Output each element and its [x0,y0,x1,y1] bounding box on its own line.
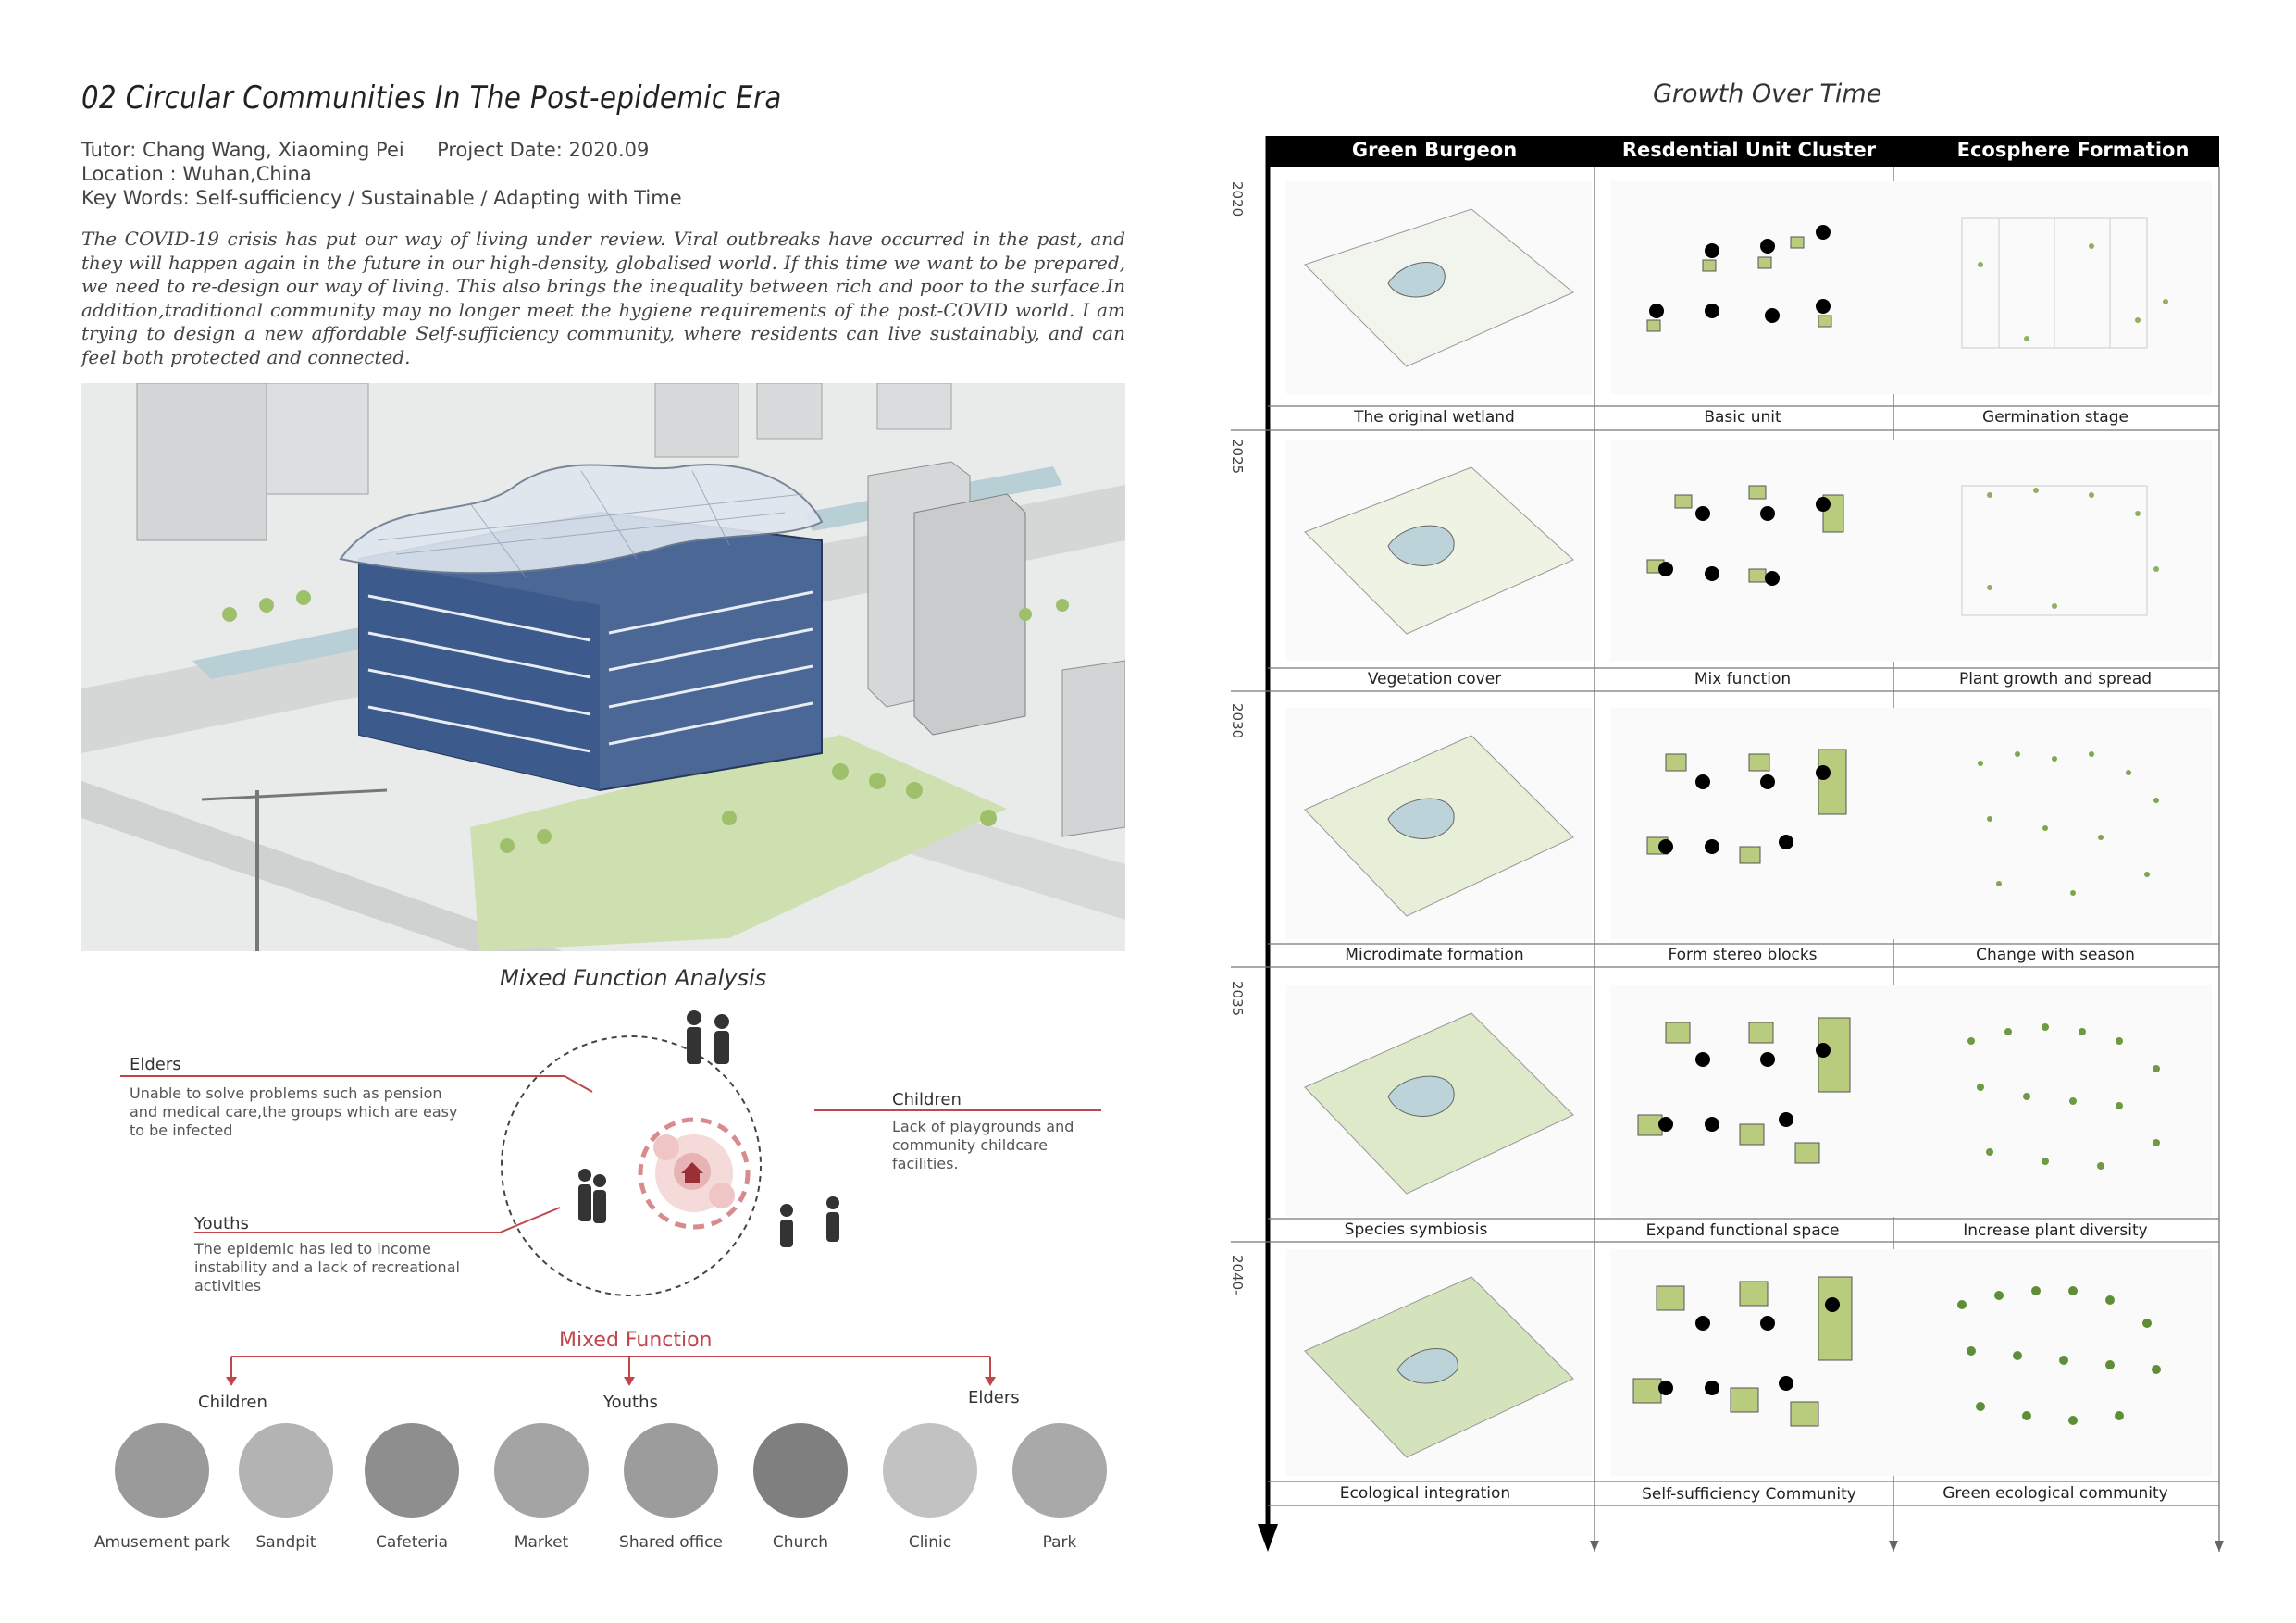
cell-label: Basic unit [1704,408,1781,427]
photo-church [753,1423,848,1518]
growth-title: Growth Over Time [1653,80,1882,108]
project-date: Project Date: 2020.09 [437,139,650,161]
function-label: Amusement park [93,1533,230,1552]
photo-amusement-park [115,1423,209,1518]
year-label: 2030 [1229,703,1246,739]
photo-shared-office [624,1423,718,1518]
column-header: Ecosphere Formation [1956,139,2190,161]
function-label: Park [1042,1533,1077,1552]
cell-label: Increase plant diversity [1963,1221,2148,1240]
cell-label: Form stereo blocks [1668,946,1818,964]
cell-label: Self-sufficiency Community [1642,1485,1856,1504]
category-youths: Youths [603,1393,658,1412]
photo-clinic [883,1423,977,1518]
group-label-elders: Elders [130,1055,181,1074]
cell-label: Germination stage [1982,408,2128,427]
function-label: Market [514,1533,569,1552]
column-header: Resdential Unit Cluster [1621,139,1877,161]
cell-label: Change with season [1976,946,2135,964]
location: Location : Wuhan,China [81,163,312,185]
photo-sandpit [239,1423,333,1518]
year-label: 2035 [1229,981,1246,1017]
meta-tutor-line [81,139,649,161]
cell-units-2020 [1610,181,1906,394]
column-header: Green Burgeon [1351,139,1518,161]
cell-label: Expand functional space [1645,1221,1840,1240]
mixed-function-title: Mixed Function [559,1329,713,1352]
cell-units-2040 [1610,1249,1906,1476]
cell-ecosphere-2025 [1906,440,2212,662]
photo-park [1012,1423,1107,1518]
group-desc-children: Lack of playgrounds and community childcare facilities. [892,1118,1074,1172]
photo-cafeteria [365,1423,459,1518]
cell-vegetation-2025 [1286,440,1592,662]
function-label: Sandpit [255,1533,316,1552]
cell-ecosphere-2035 [1906,985,2212,1217]
photo-market [494,1423,589,1518]
cell-units-2035 [1610,985,1906,1217]
group-desc-youths: The epidemic has led to income instability and a lack of recreational activities [194,1240,460,1295]
group-label-children: Children [892,1090,962,1109]
mixed-function-tree [213,1351,1009,1397]
category-children: Children [198,1393,267,1412]
cell-label: Ecological integration [1339,1484,1511,1503]
year-label: 2020 [1229,181,1246,217]
cell-symbiosis-2035 [1286,985,1592,1217]
cell-wetland-2020 [1286,181,1592,394]
group-desc-elders: Unable to solve problems such as pension and medical care,the groups which are easy to be infected [130,1084,458,1139]
group-label-youths: Youths [194,1214,249,1233]
cell-microclimate-2030 [1286,708,1592,939]
tutor: Tutor: Chang Wang, Xiaoming Pei [81,139,404,161]
cell-label: Microdimate formation [1345,946,1524,964]
function-label: Church [772,1533,829,1552]
cell-label: Green ecological community [1942,1484,2168,1503]
analysis-title: Mixed Function Analysis [500,965,767,991]
cell-label: Species symbiosis [1344,1220,1488,1239]
cell-integration-2040 [1286,1249,1592,1476]
intro-paragraph: The COVID-19 crisis has put our way of living under review. Viral outbreaks have occurred in the past, and they will happen again in the future in our high-density, globalised world. If this time we want to be prepared, we need to re-design our way of living. This also brings the inequality between rich and poor to the surface.In addition,traditional community may no longer meet the hygiene requirements of the post-COVID world. I am trying to design a new affordable Self-sufficiency community, where residents can live sustainably, and can feel both protected and connected. [81,228,1125,368]
hero-rendering [81,383,1125,951]
cell-label: Mix function [1694,670,1792,688]
function-label: Clinic [908,1533,952,1552]
cell-label: Vegetation cover [1367,670,1502,688]
keywords: Key Words: Self-sufficiency / Sustainable / Adapting with Time [81,187,682,209]
year-label: 2025 [1229,439,1246,475]
cell-label: The original wetland [1354,408,1515,427]
cell-units-2030 [1610,708,1906,939]
cell-ecosphere-2030 [1906,708,2212,939]
year-label: 2040- [1229,1255,1246,1295]
cell-label: Plant growth and spread [1958,670,2153,688]
hero-illustration [81,383,1125,951]
category-elders: Elders [968,1388,1020,1407]
cell-units-2025 [1610,440,1906,662]
function-label: Shared office [619,1533,723,1552]
cell-ecosphere-2040 [1906,1249,2212,1476]
cell-ecosphere-2020 [1906,181,2212,394]
function-label: Cafeteria [376,1533,448,1552]
page-title: 02 Circular Communities In The Post-epidemic Era [81,80,782,117]
